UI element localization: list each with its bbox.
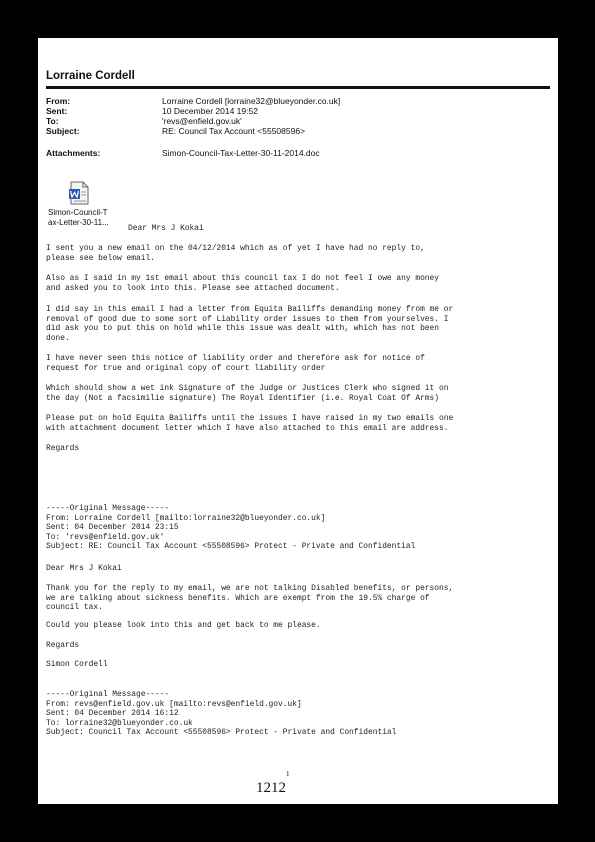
text-line: the day (Not a facsimilie signature) The Royal Identifier (i.e. Royal Coat Of Arms) [46,393,440,403]
sent-value: 10 December 2014 19:52 [162,106,258,116]
header-rule [46,86,550,89]
text-line: done. [46,333,70,343]
original-to: To: lorraine32@blueyonder.co.uk [46,718,193,728]
attachment-name-line2: ax-Letter-30-11... [48,218,109,227]
original-subject: Subject: Council Tax Account <55508596> Protect - Private and Confidential [46,728,397,738]
original-message-1-header [46,504,548,552]
original-from: From: revs@enfield.gov.uk [mailto:revs@enfield.gov.uk] [46,699,302,709]
page-superscript: 1 [286,770,290,778]
original-1-signature: Simon Cordell [46,660,108,669]
to-value: 'revs@enfield.gov.uk' [162,116,242,126]
attachments-value: Simon-Council-Tax-Letter-30-11-2014.doc [162,148,320,158]
subject-value: RE: Council Tax Account <55508596> [162,126,306,136]
body-paragraph-6 [46,414,548,433]
text-line: with attachment document letter which I have also attached to this email are address. [46,423,449,433]
original-1-salutation: Dear Mrs J Kokai [46,564,122,573]
text-line: Also as I said in my 1st email about this council tax I do not feel I owe any money [46,274,440,283]
text-line: and asked you to look into this. Please see attached document. [46,283,340,293]
document-page [38,38,558,804]
original-to: To: 'revs@enfield.gov.uk' [46,532,165,542]
original-message-2-header [46,690,548,738]
original-divider: -----Original Message----- [46,690,170,699]
original-divider: -----Original Message----- [46,504,170,513]
text-line: Thank you for the reply to my email, we are not talking Disabled benefits, or persons, [46,584,454,593]
body-regards: Regards [46,444,80,453]
text-line: please see below email. [46,253,155,263]
text-line: Please put on hold Equita Bailiffs until the issues I have raised in my two emails one [46,414,454,423]
original-subject: Subject: RE: Council Tax Account <55508596> Protect - Private and Confidential [46,542,416,552]
body-paragraph-2 [46,274,548,293]
body-paragraph-1 [46,244,548,263]
original-1-paragraph [46,584,548,613]
text-line: removal of good due to some sort of Liability order issues to them from yourselves. I [46,314,449,324]
text-line: we are talking about sickness benefits. Which are exempt from the 19.5% charge of [46,593,430,603]
body-paragraph-3 [46,305,548,343]
original-sent: Sent: 04 December 2014 16:12 [46,709,179,719]
to-label: To: [46,116,59,126]
text-line: I sent you a new email on the 04/12/2014 which as of yet I have had no reply to, [46,244,425,253]
page-number: 1212 [256,780,286,796]
sender-name: Lorraine Cordell [46,70,135,82]
text-line: council tax. [46,603,103,613]
text-line: Which should show a wet ink Signature of the Judge or Justices Clerk who signed it on [46,384,449,393]
subject-label: Subject: [46,126,80,136]
from-value: Lorraine Cordell [lorraine32@blueyonder.co.uk] [162,96,341,106]
attachment-name-line1: Simon-Council-T [48,208,108,217]
from-label: From: [46,96,71,106]
attachment-filename[interactable] [48,208,118,228]
sent-label: Sent: [46,106,68,116]
body-paragraph-4 [46,354,548,373]
text-line: request for true and original copy of court liability order [46,363,326,373]
original-sent: Sent: 04 December 2014 23:15 [46,523,179,533]
word-document-icon[interactable] [68,181,90,205]
text-line: I have never seen this notice of liability order and therefore ask for notice of [46,354,425,363]
body-paragraph-5 [46,384,548,403]
original-from: From: Lorraine Cordell [mailto:lorraine32@blueyonder.co.uk] [46,513,326,523]
body-salutation: Dear Mrs J Kokai [128,224,204,233]
original-1-regards: Regards [46,641,80,650]
text-line: I did say in this email I had a letter from Equita Bailiffs demanding money from me or [46,305,454,314]
attachments-label: Attachments: [46,148,101,158]
text-line: did ask you to put this on hold while this issue was dealt with, which has not been [46,324,440,334]
original-1-request: Could you please look into this and get back to me please. [46,621,321,630]
